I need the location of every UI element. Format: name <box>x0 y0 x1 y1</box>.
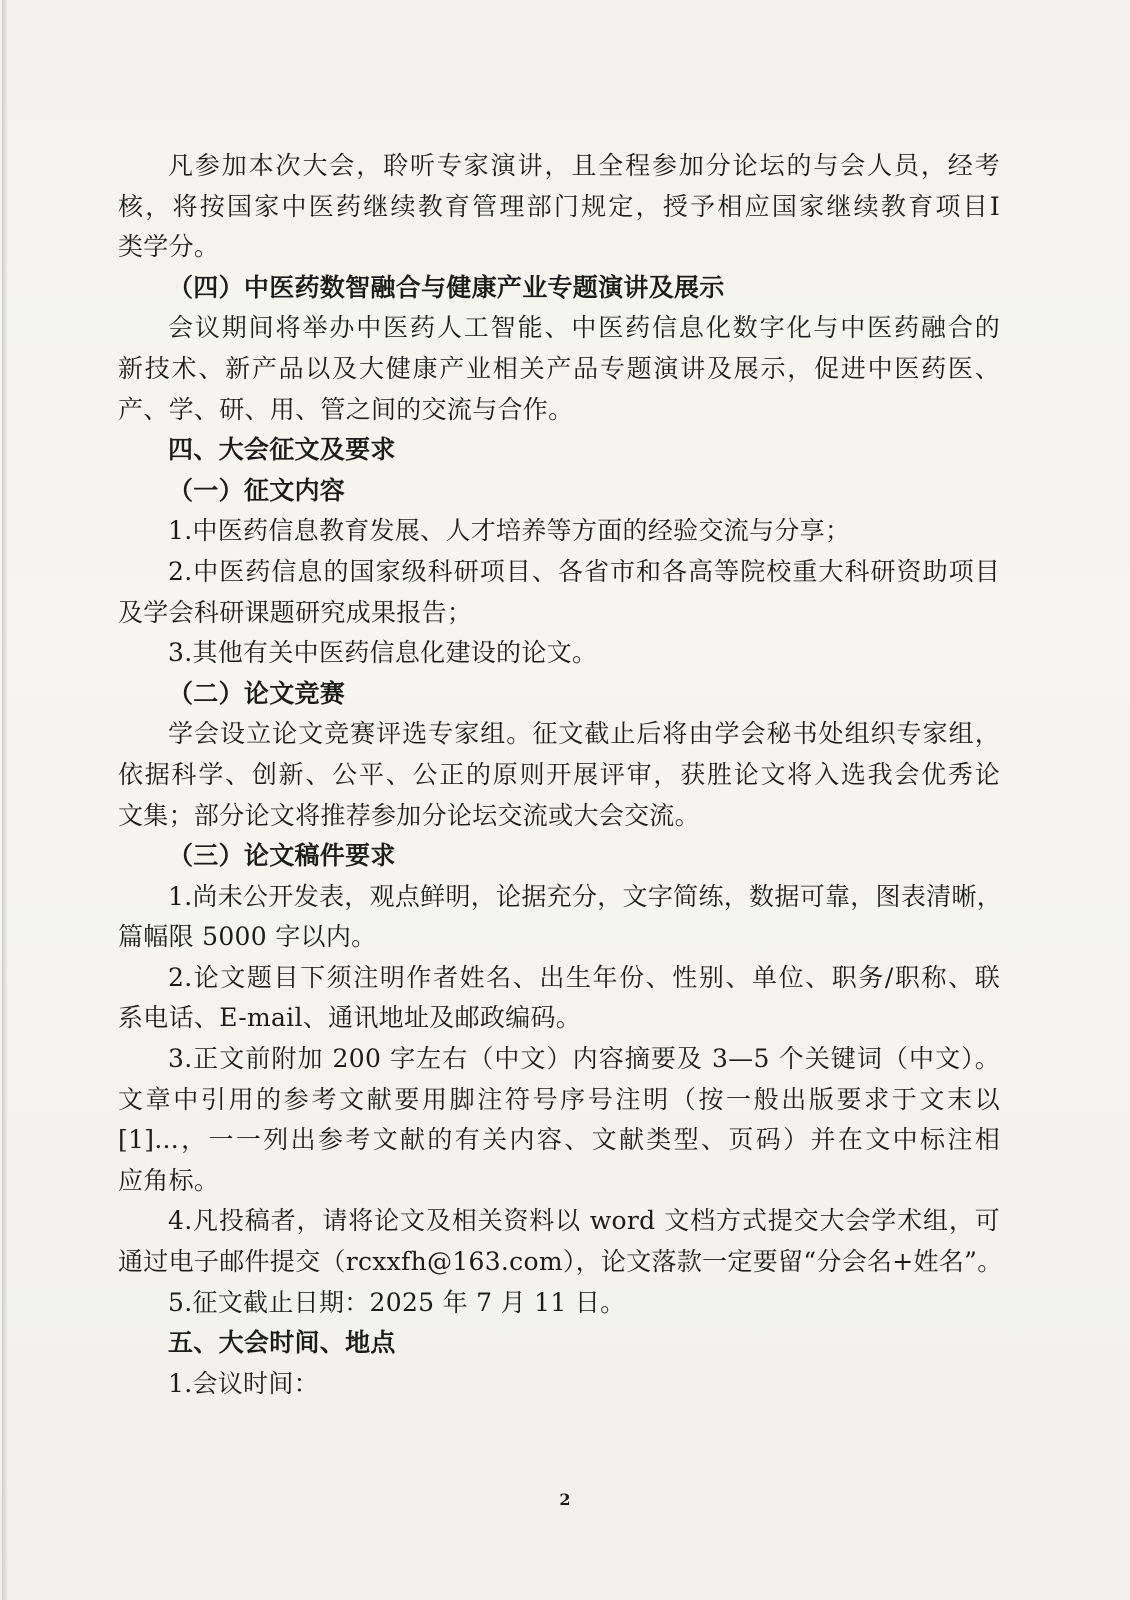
body-text-line: 类学分。 <box>118 232 220 262</box>
body-text-line: 1.中医药信息教育发展、人才培养等方面的经验交流与分享； <box>168 516 851 546</box>
section-heading: （二）论文竞赛 <box>168 678 346 708</box>
body-text-line: 新技术、新产品以及大健康产业相关产品专题演讲及展示，促进中医药医、 <box>118 353 1000 383</box>
section-heading: 四、大会征文及要求 <box>168 435 396 465</box>
body-text-line: 5.征文截止日期：2025 年 7 月 11 日。 <box>168 1287 626 1317</box>
page-edge-shadow <box>2 0 8 1600</box>
body-text-line: 1.尚未公开发表，观点鲜明，论据充分，文字简练，数据可靠，图表清晰， <box>168 881 1003 911</box>
body-text-line: 学会设立论文竞赛评选专家组。征文截止后将由学会秘书处组织专家组， <box>168 719 1000 749</box>
section-heading: 五、大会时间、地点 <box>168 1328 396 1358</box>
body-text-line: 篇幅限 5000 字以内。 <box>118 922 377 952</box>
body-text-line: [1]...，一一列出参考文献的有关内容、文献类型、页码）并在文中标注相 <box>118 1125 1000 1155</box>
page-number: 2 <box>559 1490 571 1509</box>
body-text-line: 2.论文题目下须注明作者姓名、出生年份、性别、单位、职务/职称、联 <box>168 962 1000 992</box>
body-text-line: 文集；部分论文将推荐参加分论坛交流或大会交流。 <box>118 800 700 830</box>
body-text-line: 3.其他有关中医药信息化建设的论文。 <box>168 638 598 668</box>
body-text-line: 通过电子邮件提交（rcxxfh@163.com），论文落款一定要留“分会名+姓名”。 <box>118 1247 1003 1277</box>
body-text-line: 应角标。 <box>118 1165 220 1195</box>
body-text-line: 系电话、E-mail、通讯地址及邮政编码。 <box>118 1003 582 1033</box>
body-text-line: 核，将按国家中医药继续教育管理部门规定，授予相应国家继续教育项目Ⅰ <box>118 191 1000 221</box>
body-text-line: 1.会议时间： <box>168 1368 319 1398</box>
body-text-line: 依据科学、创新、公平、公正的原则开展评审，获胜论文将入选我会优秀论 <box>118 759 1000 789</box>
body-text-line: 4.凡投稿者，请将论文及相关资料以 word 文档方式提交大会学术组，可 <box>168 1206 1000 1236</box>
section-heading: （三）论文稿件要求 <box>168 841 396 871</box>
body-text-line: 及学会科研课题研究成果报告； <box>118 597 473 627</box>
body-text-line: 凡参加本次大会，聆听专家演讲，且全程参加分论坛的与会人员，经考 <box>168 151 1000 180</box>
body-text-line: 文章中引用的参考文献要用脚注符号序号注明（按一般出版要求于文末以 <box>118 1084 1000 1114</box>
body-text-line: 会议期间将举办中医药人工智能、中医药信息化数字化与中医药融合的 <box>168 313 1000 343</box>
body-text-line: 产、学、研、用、管之间的交流与合作。 <box>118 394 574 424</box>
document-body <box>118 146 1003 1404</box>
section-heading: （一）征文内容 <box>168 475 346 505</box>
body-text-line: 3.正文前附加 200 字左右（中文）内容摘要及 3—5 个关键词（中文）。 <box>168 1044 1000 1074</box>
body-text-line: 2.中医药信息的国家级科研项目、各省市和各高等院校重大科研资助项目 <box>168 556 1000 586</box>
section-heading: （四）中医药数智融合与健康产业专题演讲及展示 <box>168 272 725 302</box>
